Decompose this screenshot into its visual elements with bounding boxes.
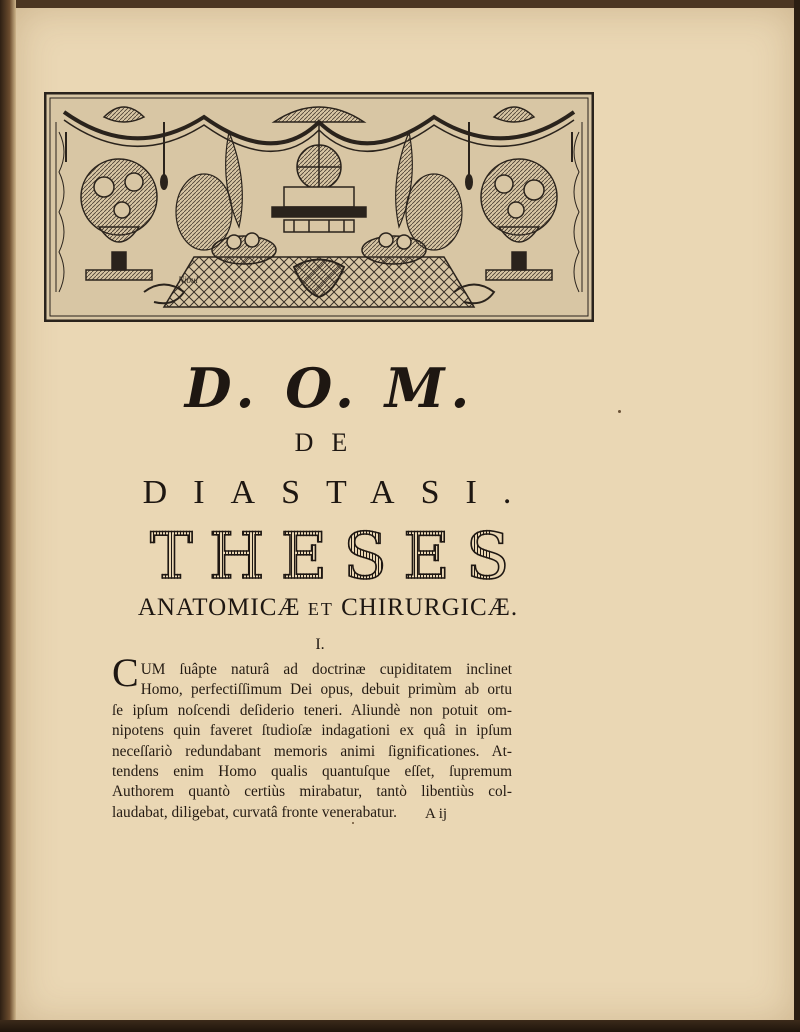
body-line: ſe ipſum noſcendi deſiderio teneri. Aliundè non potuit om- bbox=[112, 701, 512, 719]
book-spine bbox=[0, 0, 16, 1032]
body-line: Authorem quantò certiùs mirabatur, tantò libentiùs col- bbox=[112, 783, 512, 801]
ornament-illustration bbox=[44, 92, 594, 322]
body-line: neceſſariò redundabant memoris animi ſignificationes. At- bbox=[112, 742, 512, 760]
drop-cap: C bbox=[112, 650, 139, 695]
body-paragraph bbox=[112, 650, 512, 823]
body-line: nipotens quin faveret ſtudioſæ indagationi ex quâ in ipſum bbox=[112, 722, 512, 740]
de-heading: DE bbox=[294, 428, 366, 457]
section-number: I. bbox=[315, 636, 325, 653]
page-right-edge bbox=[794, 0, 800, 1032]
woodcut-headpiece bbox=[44, 92, 594, 322]
subtitle bbox=[108, 594, 548, 622]
paper-speck bbox=[618, 410, 621, 413]
body-line: laudabat, diligebat, curvatâ fronte venerabatur. bbox=[112, 803, 397, 821]
body-line: Homo, perfectiſſimum Dei opus, debuit primùm ab ortu bbox=[140, 681, 512, 699]
diastasi-heading: DIASTASI. bbox=[142, 474, 538, 511]
page-bottom-edge bbox=[0, 1020, 800, 1032]
subtitle-et: ET bbox=[307, 599, 334, 619]
body-line: tendens enim Homo qualis quantuſque eſſet, ſupremum bbox=[112, 763, 512, 781]
svg-text:Nioul: Nioul bbox=[178, 275, 199, 285]
theses-title: THESES bbox=[150, 520, 526, 594]
signature-mark: A ij bbox=[425, 806, 448, 822]
subtitle-chirurgicae: CHIRURGICÆ. bbox=[341, 594, 519, 621]
subtitle-anatomicae: ANATOMICÆ bbox=[137, 594, 301, 621]
body-line: UM ſuâpte naturâ ad doctrinæ cupiditatem inclinet bbox=[140, 661, 512, 678]
dom-heading: D. O. M. bbox=[184, 356, 476, 420]
